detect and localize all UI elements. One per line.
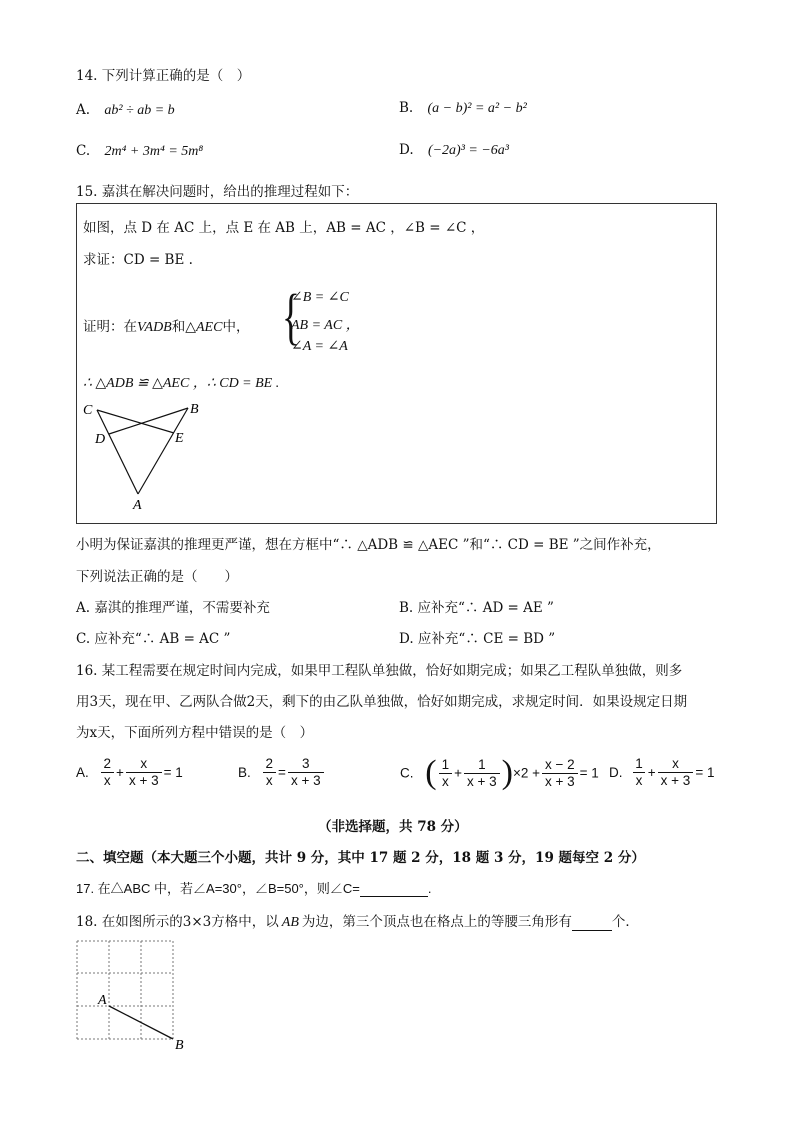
denominator: x + 3 bbox=[288, 772, 324, 789]
proof-statement bbox=[83, 315, 249, 336]
q15-stem: 15. 嘉淇在解决问题时，给出的推理过程如下： bbox=[76, 184, 359, 200]
brace-icon: { bbox=[281, 283, 300, 351]
numerator: 1 bbox=[441, 756, 450, 772]
proof-line-prove: 求证：CD = BE . bbox=[83, 252, 193, 268]
q17-text: 17. 在△ABC 中，若∠A=30°，∠B=50°，则∠C= bbox=[76, 881, 360, 896]
q14-option-d bbox=[399, 142, 509, 159]
left-paren-icon: ( bbox=[425, 754, 437, 791]
q15-option-b: B. 应补充“∴ AD = AE ” bbox=[399, 600, 554, 616]
fraction bbox=[288, 756, 324, 789]
fraction bbox=[439, 757, 453, 790]
fraction bbox=[464, 757, 500, 790]
proof-prefix: 证明：在 bbox=[83, 319, 137, 335]
answer-blank[interactable] bbox=[572, 914, 612, 931]
fraction bbox=[632, 756, 646, 789]
right-paren-icon: ) bbox=[501, 754, 513, 791]
plus-sign: + bbox=[647, 765, 656, 780]
q16-option-a bbox=[76, 756, 183, 789]
proof-line-given: 如图，点 D 在 AC 上，点 E 在 AB 上，AB = AC ，∠B = ∠C ， bbox=[83, 220, 485, 236]
equals-sign: = bbox=[278, 765, 286, 780]
numerator: 2 bbox=[103, 756, 112, 771]
proof-triangle-2: △AEC bbox=[185, 320, 223, 335]
plus-sign: + bbox=[116, 765, 124, 780]
denominator: x bbox=[633, 772, 646, 789]
q16-option-d bbox=[609, 756, 714, 789]
proof-condition-2: AB = AC ， bbox=[291, 318, 360, 333]
q18-text-a: 18. 在如图所示的3×3方格中，以 bbox=[76, 914, 279, 930]
fraction bbox=[126, 756, 162, 789]
proof-condition-3: ∠A = ∠A bbox=[291, 339, 348, 354]
q18-text-b: 为边，第三个顶点也在格点上的等腰三角形有 bbox=[301, 914, 572, 930]
triangle-figure bbox=[80, 398, 220, 514]
option-label: B. bbox=[399, 100, 414, 116]
q15-option-c: C. 应补充“∴ AB = AC ” bbox=[76, 631, 231, 647]
option-expr: ab² ÷ ab = b bbox=[104, 103, 175, 118]
numerator: 2 bbox=[265, 756, 274, 771]
proof-triangle-1: VADB bbox=[137, 320, 172, 335]
q14-option-a bbox=[76, 102, 175, 119]
q15-option-d: D. 应补充“∴ CE = BD ” bbox=[399, 631, 556, 647]
fraction bbox=[101, 756, 115, 789]
fig-label-b: B bbox=[190, 402, 199, 417]
plus-sign: + bbox=[454, 765, 462, 781]
q17 bbox=[76, 878, 431, 897]
option-label: A. bbox=[76, 102, 91, 118]
proof-mid: 中， bbox=[222, 319, 250, 335]
q18-ab: AB bbox=[281, 915, 299, 930]
equals-one: = 1 bbox=[695, 765, 715, 780]
numerator: 3 bbox=[302, 756, 310, 771]
proof-conclusion: ∴ △ADB ≌ △AEC ，∴ CD = BE . bbox=[83, 376, 280, 391]
fraction bbox=[263, 756, 277, 789]
option-expr: (a − b)² = a² − b² bbox=[427, 101, 527, 116]
denominator: x bbox=[439, 773, 452, 790]
option-expr: (−2a)³ = −6a³ bbox=[427, 143, 509, 158]
fig-label-e: E bbox=[175, 431, 184, 446]
q17-end: . bbox=[427, 881, 432, 896]
option-label: A. bbox=[76, 765, 89, 780]
q18 bbox=[76, 910, 639, 931]
q16-option-c bbox=[400, 754, 599, 792]
option-label: D. bbox=[399, 142, 414, 158]
q16-line-1: 16. 某工程需要在规定时间内完成，如果甲工程队单独做，恰好如期完成；如果乙工程队单独做，则多 bbox=[76, 663, 683, 679]
numerator: x bbox=[672, 756, 679, 771]
grid-label-b: B bbox=[175, 1038, 184, 1053]
denominator: x + 3 bbox=[658, 772, 694, 789]
proof-and: 和 bbox=[171, 319, 186, 335]
proof-condition-1: ∠B = ∠C bbox=[291, 290, 349, 305]
option-expr: 2m⁴ + 3m⁴ = 5m⁸ bbox=[104, 144, 204, 159]
q16-line-2: 用3天，现在甲、乙两队合做2天，剩下的由乙队单独做，恰好如期完成，求规定时间．如果设规定日期 bbox=[76, 694, 688, 710]
grid-label-a: A bbox=[98, 993, 107, 1008]
times-two: ×2 + bbox=[512, 765, 541, 781]
denominator: x + 3 bbox=[126, 772, 162, 789]
denominator: x + 3 bbox=[542, 773, 578, 790]
fig-label-a: A bbox=[133, 498, 142, 513]
q15-after-2: 下列说法正确的是（ ） bbox=[76, 569, 238, 585]
fraction bbox=[542, 757, 578, 790]
section-2-title: 二、填空题（本大题三个小题，共计 9 分，其中 17 题 2 分，18 题 3 分，19 题每空 2 分） bbox=[76, 850, 645, 866]
numerator: 1 bbox=[635, 756, 643, 771]
denominator: x bbox=[263, 772, 276, 789]
section-nonselect-title: （非选择题，共 78 分） bbox=[318, 819, 468, 835]
q16-option-b bbox=[238, 756, 326, 789]
option-label: C. bbox=[76, 143, 91, 159]
equals-one: = 1 bbox=[163, 765, 183, 780]
numerator: x − 2 bbox=[545, 756, 575, 772]
fraction bbox=[658, 756, 694, 789]
numerator: x bbox=[140, 756, 148, 771]
fig-label-c: C bbox=[83, 403, 93, 418]
answer-blank[interactable] bbox=[360, 881, 428, 897]
denominator: x bbox=[101, 772, 114, 789]
option-label: B. bbox=[238, 765, 251, 780]
q18-text-c: 个． bbox=[611, 914, 639, 930]
q14-option-c bbox=[76, 143, 203, 160]
q15-after-1: 小明为保证嘉淇的推理更严谨，想在方框中“∴ △ADB ≌ △AEC ”和“∴ CD = BE ”之间作补充， bbox=[76, 537, 661, 553]
fig-label-d: D bbox=[95, 432, 106, 447]
q16-line-3: 为x天，下面所列方程中错误的是（ ） bbox=[76, 725, 314, 741]
equals-one: = 1 bbox=[579, 765, 599, 781]
q14-option-b bbox=[399, 100, 527, 117]
grid-figure bbox=[70, 936, 196, 1054]
option-label: D. bbox=[609, 765, 623, 780]
numerator: 1 bbox=[478, 756, 486, 772]
option-label: C. bbox=[400, 765, 414, 781]
denominator: x + 3 bbox=[464, 773, 500, 790]
q14-stem: 14. 下列计算正确的是（ ） bbox=[76, 68, 251, 84]
q15-option-a: A. 嘉淇的推理严谨，不需要补充 bbox=[76, 600, 270, 616]
